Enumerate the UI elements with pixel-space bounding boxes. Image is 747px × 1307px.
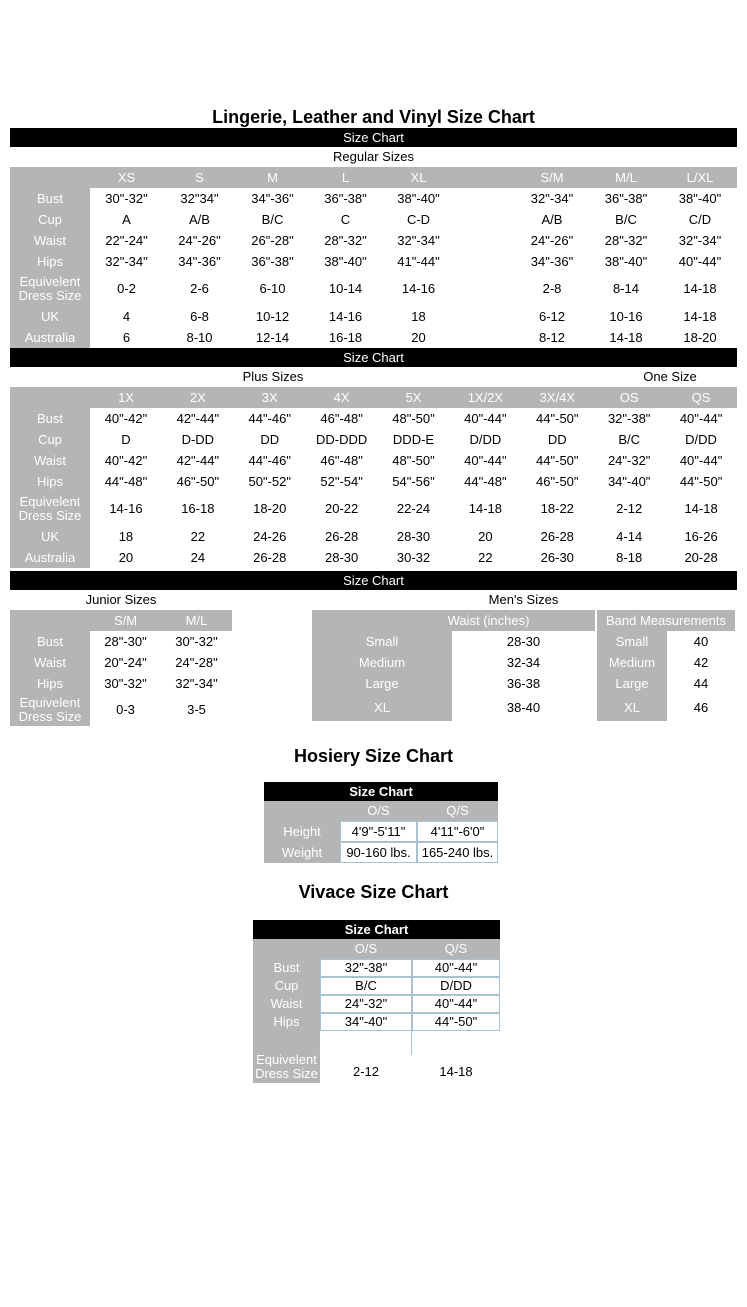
size-cell: 26-28 xyxy=(521,526,593,547)
size-cell: 28-30 xyxy=(452,631,595,652)
size-cell: 14-18 xyxy=(663,306,737,327)
size-cell: 40 xyxy=(667,631,735,652)
size-cell: 40"-44" xyxy=(665,450,737,471)
size-cell: 24"-26" xyxy=(163,230,236,251)
size-cell: C/D xyxy=(663,209,737,230)
size-cell xyxy=(455,230,515,251)
size-cell: 6-12 xyxy=(515,306,589,327)
size-cell: 24"-32" xyxy=(593,450,665,471)
size-cell: 46 xyxy=(667,694,735,721)
size-cell: 44"-50" xyxy=(412,1013,500,1031)
row-label: UK xyxy=(10,526,90,547)
section-label-junior: Junior Sizes xyxy=(85,592,157,607)
column-header: OS xyxy=(593,387,665,408)
size-cell: 34"-40" xyxy=(320,1013,412,1031)
plus-sizes-table xyxy=(10,387,737,568)
column-header: M/L xyxy=(589,167,663,188)
size-cell: 22 xyxy=(449,547,521,568)
size-cell: 4'9"-5'11" xyxy=(340,821,417,842)
page-title: Lingerie, Leather and Vinyl Size Chart xyxy=(212,107,535,127)
size-cell: 36"-38" xyxy=(309,188,382,209)
size-cell: 2-12 xyxy=(593,492,665,526)
size-cell: 36"-38" xyxy=(589,188,663,209)
column-header: XL xyxy=(382,167,455,188)
corner-cell xyxy=(10,387,90,408)
section-label-regular: Regular Sizes xyxy=(333,149,414,164)
size-cell: B/C xyxy=(320,977,412,995)
size-cell: 10-14 xyxy=(309,272,382,306)
size-cell: 6-10 xyxy=(236,272,309,306)
size-cell: 40"-42" xyxy=(90,408,162,429)
column-header xyxy=(455,167,515,188)
size-cell xyxy=(455,209,515,230)
size-cell: 38"-40" xyxy=(663,188,737,209)
size-cell: 2-8 xyxy=(515,272,589,306)
size-cell: 8-18 xyxy=(593,547,665,568)
size-cell: 38"-40" xyxy=(382,188,455,209)
size-cell: 44"-50" xyxy=(665,471,737,492)
size-cell: 2-6 xyxy=(163,272,236,306)
row-label: Waist xyxy=(253,995,320,1013)
size-cell: 42"-44" xyxy=(162,408,234,429)
hosiery-table xyxy=(264,801,498,863)
hosiery-chart xyxy=(264,782,498,863)
size-cell: 8-14 xyxy=(589,272,663,306)
size-cell: 14-16 xyxy=(382,272,455,306)
hosiery-title: Hosiery Size Chart xyxy=(293,746,454,766)
size-cell: 18 xyxy=(90,526,162,547)
row-label: Large xyxy=(312,673,452,694)
size-cell: 20"-24" xyxy=(90,652,161,673)
row-label: Australia xyxy=(10,547,90,568)
size-cell xyxy=(455,188,515,209)
size-cell: 40"-42" xyxy=(90,450,162,471)
column-header: Waist (inches) xyxy=(312,610,595,631)
column-header: M/L xyxy=(161,610,232,631)
row-label: Weight xyxy=(264,842,340,863)
column-header: S/M xyxy=(90,610,161,631)
size-cell: 40"-44" xyxy=(663,251,737,272)
size-cell: B/C xyxy=(589,209,663,230)
row-label: Hips xyxy=(10,251,90,272)
size-cell: 6 xyxy=(90,327,163,348)
size-cell: 20 xyxy=(90,547,162,568)
size-cell: 18 xyxy=(382,306,455,327)
row-label: XL xyxy=(312,694,452,721)
column-header: 3X xyxy=(234,387,306,408)
size-cell: C-D xyxy=(382,209,455,230)
column-header: L/XL xyxy=(663,167,737,188)
size-cell: 38"-40" xyxy=(589,251,663,272)
size-cell: 16-18 xyxy=(309,327,382,348)
size-cell: 32"-34" xyxy=(663,230,737,251)
size-cell: 18-20 xyxy=(663,327,737,348)
size-cell: 34"-40" xyxy=(593,471,665,492)
size-chart-banner: Size Chart xyxy=(253,920,500,939)
size-cell: D-DD xyxy=(162,429,234,450)
size-cell: 40"-44" xyxy=(412,959,500,977)
row-label: Small xyxy=(597,631,667,652)
size-cell: 36"-38" xyxy=(236,251,309,272)
size-cell: 16-26 xyxy=(665,526,737,547)
size-cell: DD xyxy=(234,429,306,450)
row-label: Bust xyxy=(10,631,90,652)
size-cell: 18-22 xyxy=(521,492,593,526)
junior-sizes-table xyxy=(10,610,232,726)
size-cell: 40"-44" xyxy=(449,408,521,429)
section-label-one-size: One Size xyxy=(643,369,697,384)
corner-cell xyxy=(264,801,340,821)
size-cell: 20-28 xyxy=(665,547,737,568)
size-cell: 36-38 xyxy=(452,673,595,694)
size-cell: 28-30 xyxy=(378,526,450,547)
size-cell: 40"-44" xyxy=(449,450,521,471)
corner-cell xyxy=(253,939,320,959)
column-header: 2X xyxy=(162,387,234,408)
column-header: Q/S xyxy=(417,801,498,821)
size-cell: 20 xyxy=(382,327,455,348)
size-cell: 26-28 xyxy=(306,526,378,547)
size-cell: 54"-56" xyxy=(378,471,450,492)
size-cell: 24"-28" xyxy=(161,652,232,673)
size-cell xyxy=(455,306,515,327)
size-cell: 14-18 xyxy=(449,492,521,526)
size-cell: 34"-36" xyxy=(163,251,236,272)
size-cell: 28"-32" xyxy=(309,230,382,251)
size-cell: 16-18 xyxy=(162,492,234,526)
size-cell: C xyxy=(309,209,382,230)
mens-band-table xyxy=(597,610,735,721)
size-cell: 34"-36" xyxy=(515,251,589,272)
size-cell xyxy=(455,327,515,348)
size-cell: 44"-48" xyxy=(449,471,521,492)
section-label-plus: Plus Sizes xyxy=(242,369,304,384)
size-cell: 10-16 xyxy=(589,306,663,327)
row-label: Bust xyxy=(253,959,320,977)
size-cell: 42 xyxy=(667,652,735,673)
column-header: S xyxy=(163,167,236,188)
size-cell: 24"-26" xyxy=(515,230,589,251)
column-header: 4X xyxy=(306,387,378,408)
size-cell: 14-18 xyxy=(412,1031,500,1083)
size-cell: 32-34 xyxy=(452,652,595,673)
size-cell: 8-12 xyxy=(515,327,589,348)
size-chart-banner: Size Chart xyxy=(10,571,737,590)
row-label: Cup xyxy=(10,429,90,450)
row-label: Hips xyxy=(253,1013,320,1031)
column-header: Q/S xyxy=(412,939,500,959)
size-cell: 38-40 xyxy=(452,694,595,721)
row-label: Large xyxy=(597,673,667,694)
size-cell: A/B xyxy=(163,209,236,230)
size-cell: A/B xyxy=(515,209,589,230)
column-header: 1X/2X xyxy=(449,387,521,408)
column-header: XS xyxy=(90,167,163,188)
size-cell: DD-DDD xyxy=(306,429,378,450)
size-cell: 32"-34" xyxy=(382,230,455,251)
size-cell: 32"-38" xyxy=(593,408,665,429)
size-cell: DD xyxy=(521,429,593,450)
row-label: Waist xyxy=(10,450,90,471)
vivace-table xyxy=(253,939,500,1083)
size-cell: 4 xyxy=(90,306,163,327)
size-cell: 4'11"-6'0" xyxy=(417,821,498,842)
size-cell: 14-18 xyxy=(665,492,737,526)
size-cell: 48"-50" xyxy=(378,450,450,471)
size-cell: 32"-34" xyxy=(515,188,589,209)
size-cell: 28-30 xyxy=(306,547,378,568)
size-cell: 20 xyxy=(449,526,521,547)
size-cell: 0-2 xyxy=(90,272,163,306)
corner-cell xyxy=(10,167,90,188)
size-chart-banner: Size Chart xyxy=(10,348,737,367)
size-cell: 165-240 lbs. xyxy=(417,842,498,863)
size-cell: 28"-30" xyxy=(90,631,161,652)
size-cell: D/DD xyxy=(449,429,521,450)
size-cell xyxy=(455,251,515,272)
row-label: Small xyxy=(312,631,452,652)
row-label: Cup xyxy=(10,209,90,230)
size-cell: 18-20 xyxy=(234,492,306,526)
row-label: Australia xyxy=(10,327,90,348)
size-cell: 26-30 xyxy=(521,547,593,568)
corner-cell xyxy=(10,610,90,631)
size-cell: 14-18 xyxy=(663,272,737,306)
row-label: Equivelent Dress Size xyxy=(10,272,90,306)
column-header: M xyxy=(236,167,309,188)
row-label: Equivelent Dress Size xyxy=(10,694,90,726)
size-cell: 28"-32" xyxy=(589,230,663,251)
size-cell: 50"-52" xyxy=(234,471,306,492)
size-cell: 44"-46" xyxy=(234,408,306,429)
column-header: Band Measurements xyxy=(597,610,735,631)
row-label: UK xyxy=(10,306,90,327)
column-header: S/M xyxy=(515,167,589,188)
size-cell: 41"-44" xyxy=(382,251,455,272)
row-label: Height xyxy=(264,821,340,842)
size-cell: 2-12 xyxy=(320,1031,412,1083)
size-cell: 24-26 xyxy=(234,526,306,547)
row-label: Hips xyxy=(10,673,90,694)
column-header: 5X xyxy=(378,387,450,408)
size-cell: 46"-50" xyxy=(521,471,593,492)
size-cell: DDD-E xyxy=(378,429,450,450)
size-cell: 22 xyxy=(162,526,234,547)
column-header: O/S xyxy=(320,939,412,959)
size-cell: 22-24 xyxy=(378,492,450,526)
row-label: Bust xyxy=(10,188,90,209)
row-label: Bust xyxy=(10,408,90,429)
size-cell: 4-14 xyxy=(593,526,665,547)
regular-sizes-table xyxy=(10,167,737,348)
column-header: L xyxy=(309,167,382,188)
size-cell: 22"-24" xyxy=(90,230,163,251)
size-cell: 40"-44" xyxy=(665,408,737,429)
mens-waist-table xyxy=(312,610,595,721)
size-chart-banner: Size Chart xyxy=(10,128,737,147)
row-label: Medium xyxy=(597,652,667,673)
size-cell: 52"-54" xyxy=(306,471,378,492)
size-cell: 26"-28" xyxy=(236,230,309,251)
size-cell: 48"-50" xyxy=(378,408,450,429)
size-cell: 24 xyxy=(162,547,234,568)
size-cell: 10-12 xyxy=(236,306,309,327)
vivace-chart xyxy=(253,920,500,1083)
row-label: Medium xyxy=(312,652,452,673)
row-label: Hips xyxy=(10,471,90,492)
size-cell: 20-22 xyxy=(306,492,378,526)
size-cell xyxy=(455,272,515,306)
row-label: Equivelent Dress Size xyxy=(10,492,90,526)
size-cell: 46"-50" xyxy=(162,471,234,492)
column-header: 3X/4X xyxy=(521,387,593,408)
size-cell: A xyxy=(90,209,163,230)
size-cell: 44"-50" xyxy=(521,450,593,471)
size-cell: 3-5 xyxy=(161,694,232,726)
size-cell: 32"-34" xyxy=(161,673,232,694)
size-cell: B/C xyxy=(593,429,665,450)
size-cell: 30"-32" xyxy=(161,631,232,652)
size-cell: 6-8 xyxy=(163,306,236,327)
plus-section-labels xyxy=(0,367,747,387)
size-cell: 14-18 xyxy=(589,327,663,348)
vivace-title: Vivace Size Chart xyxy=(298,882,449,902)
size-cell: 38"-40" xyxy=(309,251,382,272)
column-header: O/S xyxy=(340,801,417,821)
size-cell: 40"-44" xyxy=(412,995,500,1013)
row-label: Waist xyxy=(10,652,90,673)
size-cell: 12-14 xyxy=(236,327,309,348)
size-cell: 46"-48" xyxy=(306,408,378,429)
row-label: Waist xyxy=(10,230,90,251)
size-cell: 0-3 xyxy=(90,694,161,726)
size-cell: 44"-46" xyxy=(234,450,306,471)
size-cell: 32"-38" xyxy=(320,959,412,977)
row-label: Equivelent Dress Size xyxy=(253,1031,320,1083)
size-cell: 44"-48" xyxy=(90,471,162,492)
size-cell: 32"-34" xyxy=(90,251,163,272)
size-cell: B/C xyxy=(236,209,309,230)
size-cell: 30-32 xyxy=(378,547,450,568)
size-cell: D xyxy=(90,429,162,450)
size-cell: 42"-44" xyxy=(162,450,234,471)
column-header: 1X xyxy=(90,387,162,408)
size-cell: 30"-32" xyxy=(90,188,163,209)
row-label: XL xyxy=(597,694,667,721)
size-cell: 24"-32" xyxy=(320,995,412,1013)
size-cell: 90-160 lbs. xyxy=(340,842,417,863)
size-cell: 32"34" xyxy=(163,188,236,209)
size-cell: 14-16 xyxy=(90,492,162,526)
size-cell: 44 xyxy=(667,673,735,694)
size-cell: 46"-48" xyxy=(306,450,378,471)
size-cell: 44"-50" xyxy=(521,408,593,429)
junior-mens-section xyxy=(0,590,747,726)
size-cell: 30"-32" xyxy=(90,673,161,694)
size-cell: 8-10 xyxy=(163,327,236,348)
section-label-mens: Men's Sizes xyxy=(488,592,559,607)
size-cell: 34"-36" xyxy=(236,188,309,209)
column-header: QS xyxy=(665,387,737,408)
size-cell: D/DD xyxy=(665,429,737,450)
size-cell: 14-16 xyxy=(309,306,382,327)
size-cell: 26-28 xyxy=(234,547,306,568)
size-chart-banner: Size Chart xyxy=(264,782,498,801)
size-cell: D/DD xyxy=(412,977,500,995)
row-label: Cup xyxy=(253,977,320,995)
